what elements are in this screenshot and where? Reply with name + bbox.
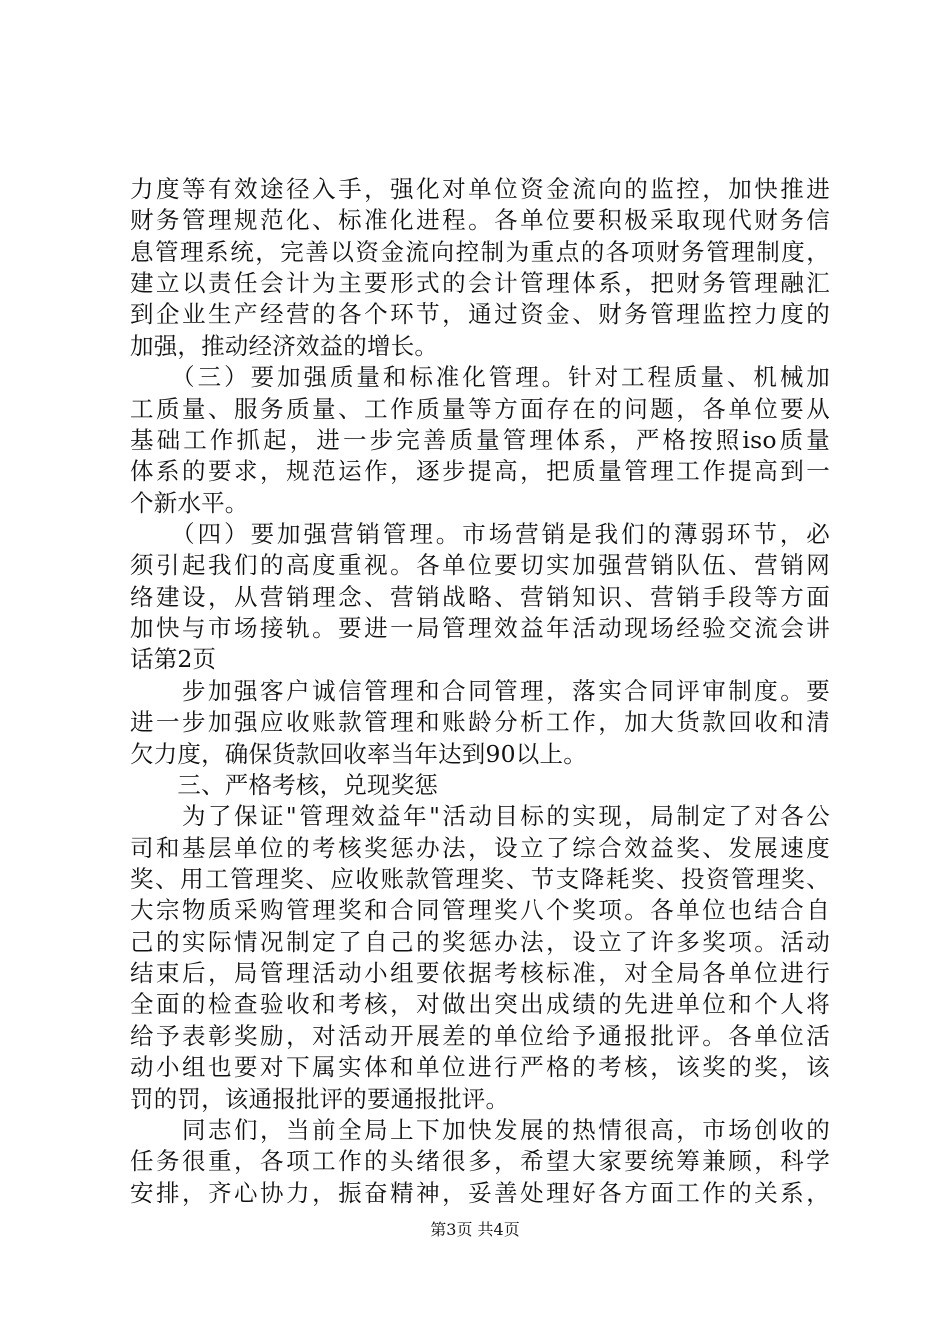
text-line: 工质量、服务质量、工作质量等方面存在的问题，各单位要从 [130, 395, 830, 423]
text-line: 个新水平。 [130, 489, 249, 517]
text-line: 给予表彰奖励，对活动开展差的单位给予通报批评。各单位活 [130, 1022, 830, 1050]
text-line: 步加强客户诚信管理和合同管理，落实合同评审制度。要 [130, 677, 830, 705]
text-line: 体系的要求，规范运作，逐步提高，把质量管理工作提高到一 [130, 457, 830, 485]
section-heading: 三、严格考核，兑现奖惩 [130, 771, 439, 799]
text-line: 欠力度，确保货款回收率当年达到90以上。 [130, 740, 587, 768]
text-line: 为了保证"管理效益年"活动目标的实现，局制定了对各公 [130, 802, 830, 830]
text-line: 奖、用工管理奖、应收账款管理奖、节支降耗奖、投资管理奖、 [130, 865, 830, 893]
text-line: 基础工作抓起，进一步完善质量管理体系，严格按照iso质量 [130, 426, 830, 454]
text-line: 络建设，从营销理念、营销战略、营销知识、营销手段等方面 [130, 583, 830, 611]
text-line: 全面的检查验收和考核，对做出突出成绩的先进单位和个人将 [130, 990, 830, 1018]
text-line: 同志们，当前全局上下加快发展的热情很高，市场创收的 [130, 1116, 830, 1144]
text-line: 须引起我们的高度重视。各单位要切实加强营销队伍、营销网 [130, 551, 830, 579]
text-line: 大宗物质采购管理奖和合同管理奖八个奖项。各单位也结合自 [130, 896, 830, 924]
text-line: 进一步加强应收账款管理和账龄分析工作，加大货款回收和清 [130, 708, 830, 736]
page-footer: 第3页 共4页 [430, 1220, 520, 1239]
text-line: 安排，齐心协力，振奋精神，妥善处理好各方面工作的关系， [130, 1179, 830, 1207]
text-line: 建立以责任会计为主要形式的会计管理体系，把财务管理融汇 [130, 269, 830, 297]
text-line: 任务很重，各项工作的头绪很多，希望大家要统筹兼顾，科学 [130, 1147, 830, 1175]
text-line: 己的实际情况制定了自己的奖惩办法，设立了许多奖项。活动 [130, 928, 830, 956]
text-line: 结束后，局管理活动小组要依据考核标准，对全局各单位进行 [130, 959, 830, 987]
text-line: （三）要加强质量和标准化管理。针对工程质量、机械加 [130, 363, 830, 391]
text-line: 财务管理规范化、标准化进程。各单位要积极采取现代财务信 [130, 206, 830, 234]
text-line: 话第2页 [130, 645, 217, 673]
text-line: 力度等有效途径入手，强化对单位资金流向的监控，加快推进 [130, 175, 830, 203]
text-line: 到企业生产经营的各个环节，通过资金、财务管理监控力度的 [130, 300, 830, 328]
text-line: 加强，推动经济效益的增长。 [130, 332, 439, 360]
text-line: 动小组也要对下属实体和单位进行严格的考核，该奖的奖，该 [130, 1053, 830, 1081]
text-line: 罚的罚，该通报批评的要通报批评。 [130, 1085, 510, 1113]
text-line: 司和基层单位的考核奖惩办法，设立了综合效益奖、发展速度 [130, 834, 830, 862]
text-line: （四）要加强营销管理。市场营销是我们的薄弱环节，必 [130, 520, 830, 548]
text-line: 加快与市场接轨。要进一局管理效益年活动现场经验交流会讲 [130, 614, 830, 642]
text-line: 息管理系统，完善以资金流向控制为重点的各项财务管理制度， [130, 238, 830, 266]
